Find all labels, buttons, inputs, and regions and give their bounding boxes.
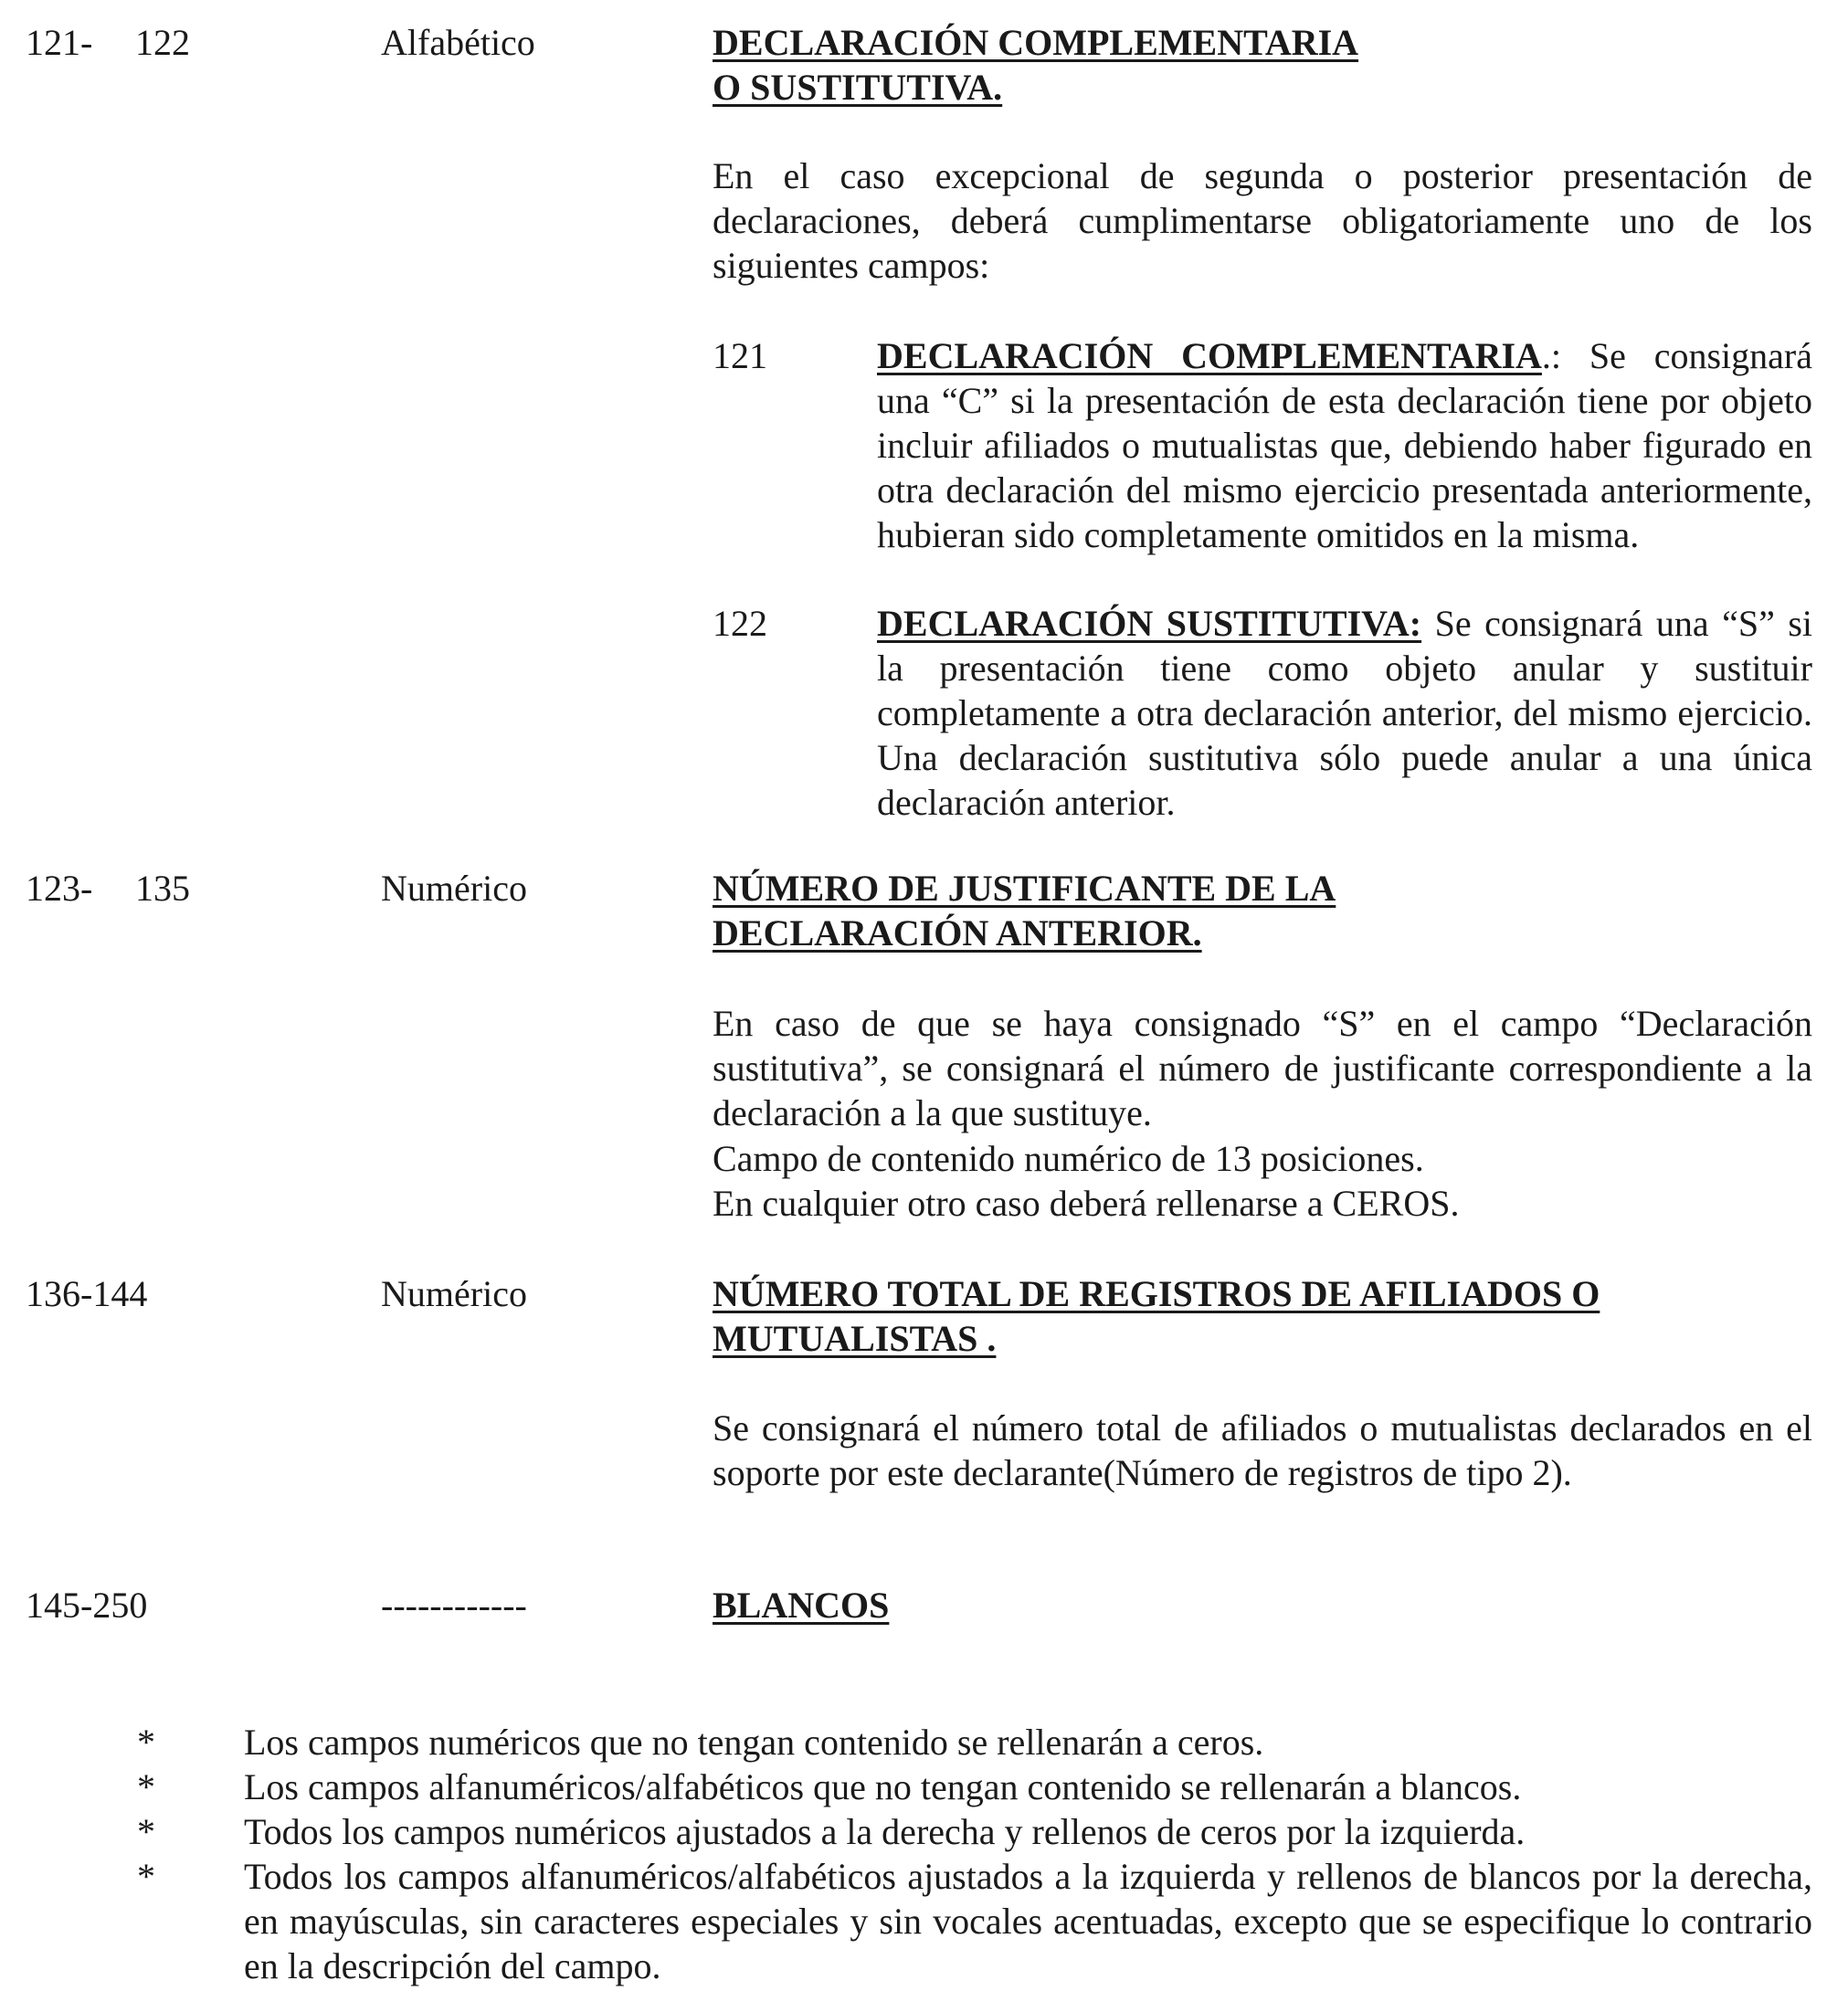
section-title-line2: DECLARACIÓN ANTERIOR. (713, 912, 1202, 953)
note-item: Todos los campos numéricos ajustados a la derecha y rellenos de ceros por la izquierda. (244, 1811, 1526, 1852)
field-position-start: 121- (26, 22, 93, 63)
section-paragraph: En caso de que se haya consignado “S” en el campo “Declaración sustitutiva”, se consignará el número de justificante correspondiente a la declaración a la que sustituye. (713, 1003, 1812, 1133)
section-paragraph: Se consignará el número total de afiliados o mutualistas declarados en el soporte por este declarante(Número de registros de tipo 2). (713, 1407, 1812, 1493)
subfield-description (877, 601, 1812, 825)
subfield-number: 122 (713, 603, 767, 644)
note-item: Los campos numéricos que no tengan contenido se rellenarán a ceros. (244, 1722, 1264, 1763)
subfield-text: .: Se consignará una “C” si la presentación de esta declaración tiene por objeto incluir afiliados o mutualistas que, debiendo haber figurado en otra declaración del mismo ejercicio presentada anteriormente, hubieran sido completamente omitidos en la misma. (877, 335, 1812, 555)
subfield-description (877, 333, 1812, 557)
note-item: Todos los campos alfanuméricos/alfabéticos ajustados a la izquierda y rellenos de blancos por la derecha, en mayúsculas, sin caracteres especiales y sin vocales acentuadas, excepto que se especifique lo contrario en la descripción del campo. (244, 1856, 1812, 1986)
field-position-end: 135 (135, 868, 190, 909)
section-title (713, 866, 1812, 955)
note-bullet: * (137, 1811, 155, 1852)
note-item: Los campos alfanuméricos/alfabéticos que no tengan contenido se rellenarán a blancos. (244, 1766, 1522, 1807)
section-title (713, 20, 1812, 110)
section-intro-paragraph: En el caso excepcional de segunda o posterior presentación de declaraciones, deberá cumplimentarse obligatoriamente uno de los siguientes campos: (713, 155, 1812, 286)
note-bullet: * (137, 1766, 155, 1807)
note-bullet: * (137, 1856, 155, 1897)
section-paragraph: En cualquier otro caso deberá rellenarse a CEROS. (713, 1183, 1460, 1224)
field-position-end: 122 (135, 22, 190, 63)
section-title-single: BLANCOS (713, 1585, 890, 1626)
section-title (713, 1583, 1812, 1628)
subfield-heading: DECLARACIÓN COMPLEMENTARIA (877, 335, 1542, 376)
field-type: ------------ (381, 1585, 527, 1626)
section-title-line2: MUTUALISTAS . (713, 1318, 997, 1359)
section-title (713, 1271, 1812, 1361)
subfield-heading: DECLARACIÓN SUSTITUTIVA: (877, 603, 1422, 644)
section-paragraph: Campo de contenido numérico de 13 posiciones. (713, 1138, 1424, 1179)
field-position: 136-144 (26, 1273, 148, 1314)
section-title-line2: O SUSTITUTIVA. (713, 67, 1003, 108)
field-type: Numérico (381, 868, 527, 909)
field-type: Numérico (381, 1273, 527, 1314)
subfield-number: 121 (713, 335, 767, 376)
subfield-text: Se consignará una “S” si la presentación tiene como objeto anular y sustituir completamente a otra declaración anterior, del mismo ejercicio. Una declaración sustitutiva sólo puede anular a una única declaración anterior. (877, 603, 1812, 823)
section-title-line1: DECLARACIÓN COMPLEMENTARIA (713, 22, 1359, 63)
field-type: Alfabético (381, 22, 535, 63)
field-position-start: 123- (26, 868, 93, 909)
section-title-line1: NÚMERO TOTAL DE REGISTROS DE AFILIADOS O (713, 1273, 1600, 1314)
section-title-line1: NÚMERO DE JUSTIFICANTE DE LA (713, 868, 1336, 909)
field-position: 145-250 (26, 1585, 148, 1626)
note-bullet: * (137, 1722, 155, 1763)
